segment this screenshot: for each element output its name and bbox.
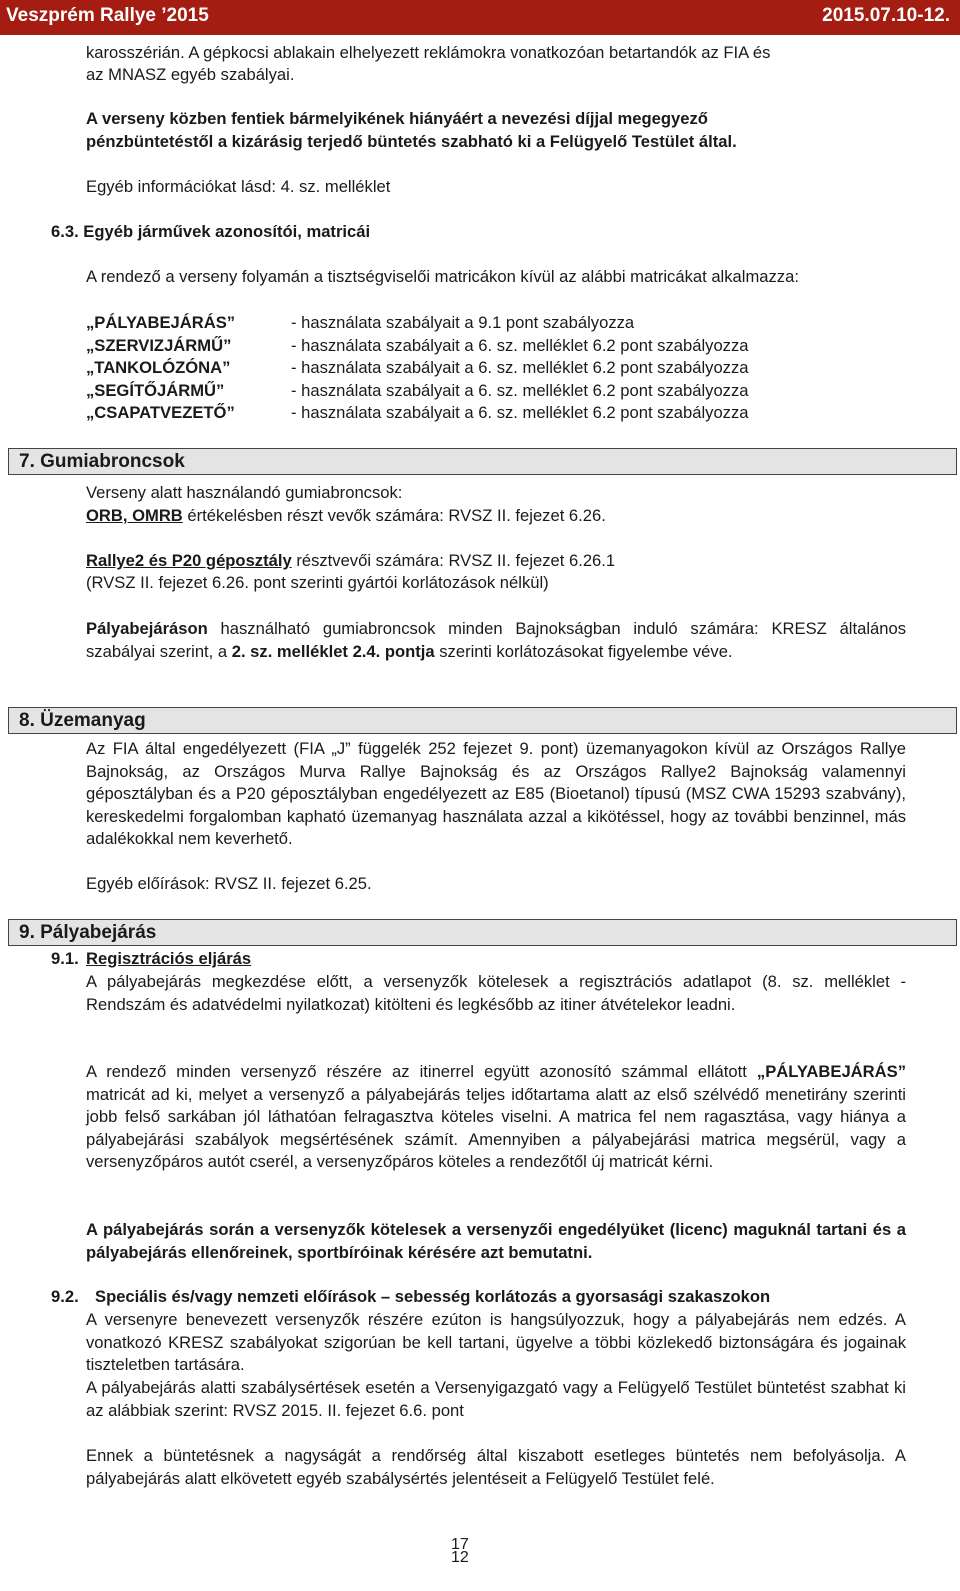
section-8-heading-box: [8, 707, 957, 734]
section-6-3-heading: 6.3. Egyéb járművek azonosítói, matricái: [51, 222, 371, 241]
registration-paragraph: A pályabejárás megkezdése előtt, a versenyzők kötelesek a regisztrációs adatlapot (8. sz. melléklet - Rendszám és adatvédelmi nyilatkozat) kitölteni és legkésőbb az itiner átvételekor leadni.: [86, 972, 906, 1014]
page-header: [0, 0, 960, 35]
orb-text: értékelésben részt vevők számára: RVSZ II. fejezet 6.26.: [182, 506, 606, 525]
fuel-paragraph: Az FIA által engedélyezett (FIA „J” függelék 252 fejezet 9. pont) üzemanyagokon kívül az Országos Rallye Bajnokság, az Országos Murva Rallye Bajnokság és az Országos Rallye2 Bajnokság valamennyi géposztályban és a P20 géposztályban engedélyezett az E85 (Bioetanol) típusú (MSZ CWA 15293 szabvány), kereskedelmi forgalomban kapható üzemanyag használata azzal a kikötéssel, hogy az további benzinnel, más adalékokkal nem keverhető.: [86, 739, 906, 848]
page-number-bottom: 12: [451, 1549, 469, 1566]
tyres-line-1: Verseny alatt használandó gumiabroncsok:: [86, 483, 403, 502]
section-9-heading: 9. Pályabejárás: [19, 922, 157, 943]
recce-text-2: szerinti korlátozásokat figyelembe véve.: [434, 641, 733, 661]
recce-bold: 2. sz. melléklet 2.4. pontja: [231, 641, 435, 661]
penalty-line-1: A verseny közben fentiek bármelyikének hiányáért a nevezési díjjal megegyező: [86, 109, 708, 128]
section-9-1-number: 9.1.: [51, 949, 79, 968]
section-7-heading-box: [8, 448, 957, 475]
r2-label: Rallye2 és P20 géposztály: [86, 551, 292, 570]
recce-sticker-text-b: matricát ad ki, melyet a versenyző a pályabejárás teljes időtartama alatt az első szélvédő menetirány szerinti jobb felső sarkában jól láthatóan felragasztva köteles viselni. A matrica fel nem ragasztása, vagy hiánya a pályabejárási szabályok megsértésének számít. Amennyiben a pályabejárási matrica megsérül, vagy a versenyzőpáros autót cserél, a versenyzőpáros köteles a rendezőtől új matricát kérni.: [86, 1084, 906, 1171]
intro-line-1: karosszérián. A gépkocsi ablakain elhelyezett reklámokra vonatkozóan betartandók az FIA és: [86, 43, 771, 62]
sticker-name: „SZERVIZJÁRMŰ”: [86, 336, 232, 355]
sticker-name: „PÁLYABEJÁRÁS”: [86, 313, 236, 332]
recce-label: Pályabejáráson: [86, 619, 208, 638]
recce-text-1: használható gumiabroncsok minden Bajnokságban induló számára: KRESZ általános szabályai szerint, a: [86, 619, 906, 661]
page-number-top: 17: [451, 1536, 469, 1553]
sticker-name: „TANKOLÓZÓNA”: [86, 358, 231, 377]
section-8-heading: 8. Üzemanyag: [19, 710, 146, 731]
section-6-3-intro: A rendező a verseny folyamán a tisztségviselői matricákon kívül az alábbi matricákat alkalmazza:: [86, 267, 799, 286]
recce-sticker-name: „PÁLYABEJÁRÁS”: [756, 1062, 906, 1081]
sticker-rule: - használata szabályait a 6. sz. melléklet 6.2 pont szabályozza: [291, 358, 749, 377]
r2-text: résztvevői számára: RVSZ II. fejezet 6.26.1: [291, 551, 616, 570]
speed-paragraph-3: Ennek a büntetésnek a nagyságát a rendőrség által kiszabott esetleges büntetés nem befolyásolja. A pályabejárás alatt elkövetett egyéb szabálysértés jelentéseit a Felügyelő Testület felé.: [86, 1446, 906, 1488]
fuel-other: Egyéb előírások: RVSZ II. fejezet 6.25.: [86, 874, 372, 893]
section-9-heading-box: [8, 919, 957, 946]
penalty-line-2: pénzbüntetéstől a kizárásig terjedő büntetés szabható ki a Felügyelő Testület által.: [86, 132, 737, 151]
section-9-2-heading: Speciális és/vagy nemzeti előírások – sebesség korlátozás a gyorsasági szakaszokon: [95, 1287, 771, 1306]
speed-paragraph-2: A pályabejárás alatti szabálysértések esetén a Versenyigazgató vagy a Felügyelő Testület büntetést szabhat ki az alábbiak szerint: RVSZ 2015. II. fejezet 6.6. pont: [86, 1378, 906, 1420]
section-7-heading: 7. Gumiabroncsok: [19, 451, 185, 472]
recce-sticker-text-a: A rendező minden versenyző részére az itinerrel együtt azonosító számmal ellátott: [86, 1062, 757, 1081]
sticker-rule: - használata szabályait a 6. sz. melléklet 6.2 pont szabályozza: [291, 403, 749, 422]
sticker-rule: - használata szabályait a 9.1 pont szabályozza: [291, 313, 635, 332]
sticker-rule: - használata szabályait a 6. sz. melléklet 6.2 pont szabályozza: [291, 336, 749, 355]
sticker-name: „SEGÍTŐJÁRMŰ”: [86, 381, 225, 400]
tyres-recce-paragraph: [86, 618, 906, 663]
tyres-orb-line: [86, 505, 606, 527]
speed-paragraph-1: A versenyre benevezett versenyzők részére ezúton is hangsúlyozzuk, hogy a pályabejárás nem edzés. A vonatkozó KRESZ szabályokat szigorúan be kell tartani, ügyelve a többi közlekedő biztonságára és jogainak tiszteletben tartására.: [86, 1310, 906, 1374]
section-9-2-number: 9.2.: [51, 1287, 79, 1306]
sticker-rule: - használata szabályait a 6. sz. melléklet 6.2 pont szabályozza: [291, 381, 749, 400]
intro-line-2: az MNASZ egyéb szabályai.: [86, 65, 295, 84]
tyres-r2-line: [86, 550, 615, 572]
sticker-name: „CSAPATVEZETŐ”: [86, 403, 235, 422]
section-9-1-heading: Regisztrációs eljárás: [86, 949, 252, 968]
header-date: 2015.07.10-12.: [822, 5, 950, 26]
tyres-r2-note: (RVSZ II. fejezet 6.26. pont szerinti gyártói korlátozások nélkül): [86, 573, 549, 592]
licence-paragraph: A pályabejárás során a versenyzők kötelesek a versenyzői engedélyüket (licenc) maguknál tartani és a pályabejárás ellenőreinek, sportbíróinak kérésére azt bemutatni.: [86, 1220, 906, 1262]
recce-sticker-paragraph: [86, 1061, 906, 1174]
orb-label: ORB, OMRB: [86, 506, 183, 525]
header-title: Veszprém Rallye ’2015: [6, 5, 209, 26]
other-info: Egyéb információkat lásd: 4. sz. melléklet: [86, 177, 391, 196]
